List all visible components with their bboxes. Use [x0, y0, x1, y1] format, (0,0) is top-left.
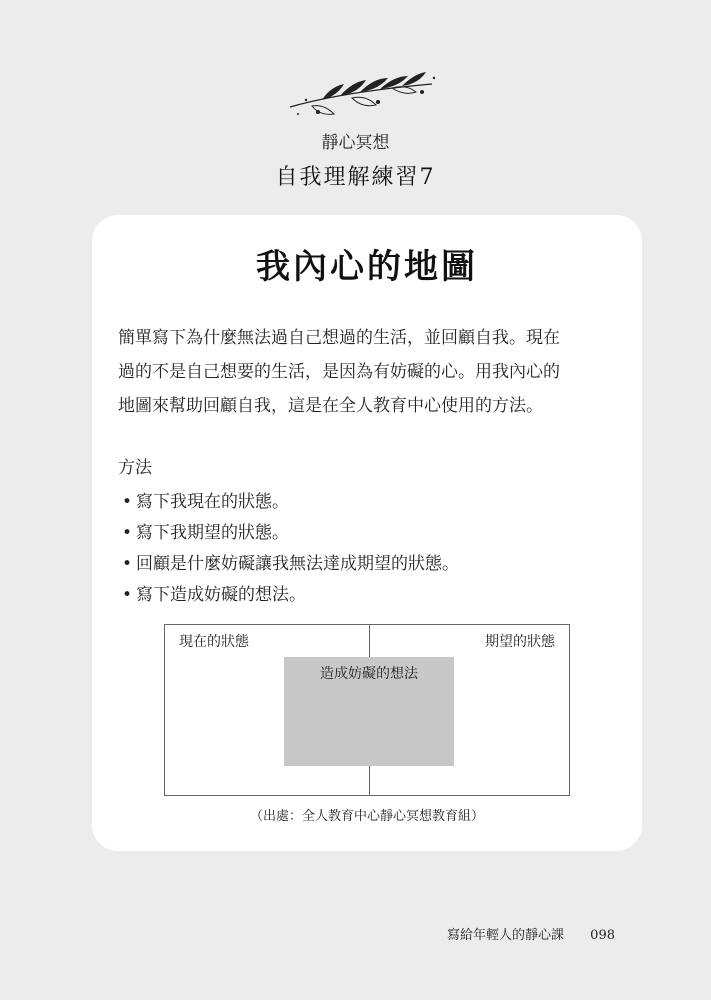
list-item: [118, 580, 459, 611]
step-text: 寫下我期望的狀態。: [136, 523, 289, 543]
obstacle-box: [284, 657, 454, 766]
intro-line: 簡單寫下為什麼無法過自己想過的生活，並回顧自我。現在: [118, 328, 560, 348]
leaf-branch-icon: [282, 62, 442, 122]
step-text: 寫下造成妨礙的想法。: [136, 585, 306, 605]
bullet-icon: •: [121, 523, 133, 543]
desired-state-label: 期望的狀態: [485, 634, 555, 650]
method-label: 方法: [118, 458, 152, 478]
book-title: 寫給年輕人的靜心課: [447, 928, 565, 943]
current-state-label: 現在的狀態: [179, 634, 249, 650]
list-item: [118, 487, 459, 518]
exercise-card: [92, 215, 642, 851]
intro-paragraph: [118, 321, 618, 423]
section-kicker: 靜心冥想: [321, 133, 390, 153]
bullet-icon: •: [121, 492, 133, 512]
step-text: 回顧是什麼妨礙讓我無法達成期望的狀態。: [136, 554, 459, 574]
page-number: 098: [590, 928, 615, 943]
page-footer: [447, 924, 615, 943]
card-title: 我內心的地圖: [256, 247, 478, 287]
list-item: [118, 549, 459, 580]
list-item: [118, 518, 459, 549]
bullet-icon: •: [121, 585, 133, 605]
bullet-icon: •: [121, 554, 133, 574]
source-note: （出處：全人教育中心靜心冥想教育組）: [249, 809, 484, 824]
step-text: 寫下我現在的狀態。: [136, 492, 289, 512]
intro-line: 過的不是自己想要的生活，是因為有妨礙的心。用我內心的: [118, 362, 560, 382]
inner-map-diagram: [164, 624, 570, 796]
method-steps: [118, 487, 459, 611]
exercise-subtitle: 自我理解練習7: [275, 165, 436, 190]
intro-line: 地圖來幫助回顧自我，這是在全人教育中心使用的方法。: [118, 396, 543, 416]
obstacle-label: 造成妨礙的想法: [320, 666, 418, 682]
